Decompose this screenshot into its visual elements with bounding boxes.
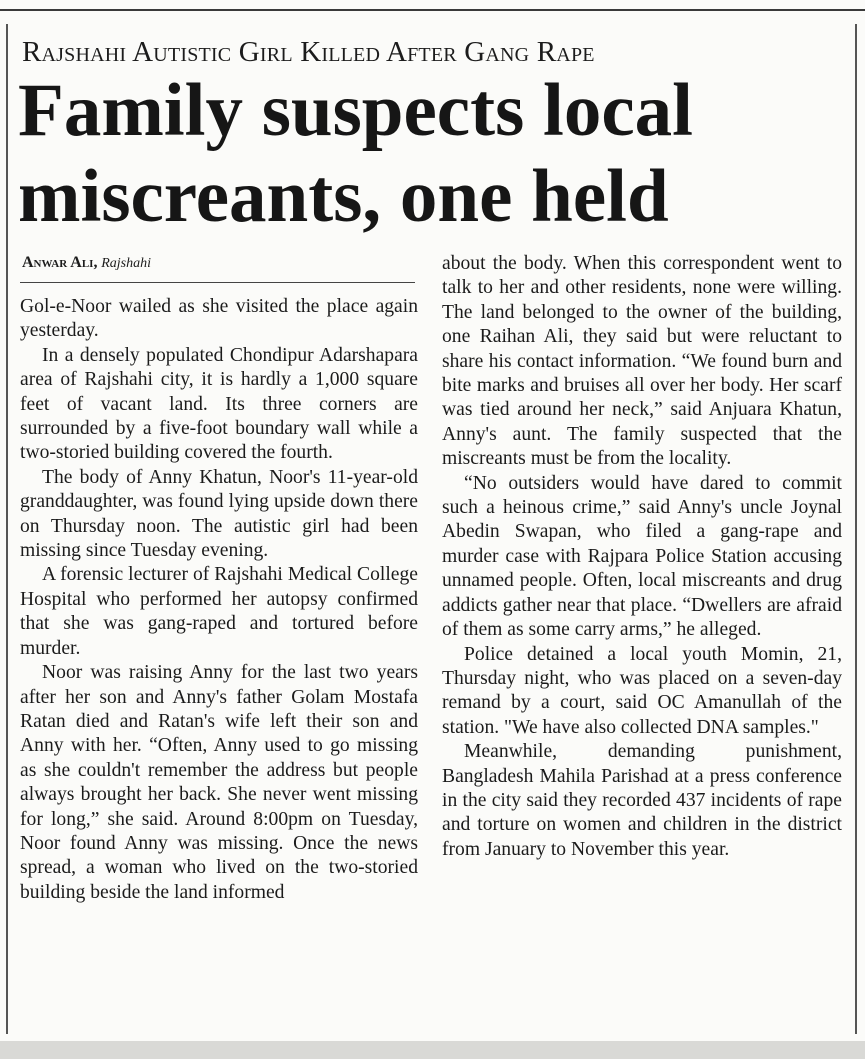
paragraph: In a densely populated Chondipur Adarshapara area of Rajshahi city, it is hardly a 1,000 square feet of vacant land. Its three corners are surrounded by a five-foot boundary wall while a two-storied building covered the fourth. xyxy=(20,344,418,464)
paragraph: The body of Anny Khatun, Noor's 11-year-old granddaughter, was found lying upside down there on Thursday noon. The autistic girl had been missing since Tuesday evening. xyxy=(20,466,418,562)
bottom-margin xyxy=(0,1041,865,1059)
paragraph: about the body. When this correspondent went to talk to her and other residents, none were willing. The land belonged to the owner of the building, one Raihan Ali, they said but were reluctant to share his contact information. “We found burn and bite marks and bruises all over her body. Her scarf was tied around her neck,” said Anjuara Khatun, Anny's aunt. The family suspected that the miscreants must be from the locality. xyxy=(442,253,842,470)
paragraph: Meanwhile, demanding punishment, Bangladesh Mahila Parishad at a press conference in the city said they recorded 437 incidents of rape and torture on women and children in the district from January to November this year. xyxy=(442,741,842,860)
article-column-2 xyxy=(442,252,842,862)
headline-line-1: Family suspects local xyxy=(18,69,693,152)
right-column-rule xyxy=(855,24,857,1034)
article-column-1 xyxy=(20,295,418,905)
paragraph: “No outsiders would have dared to commit such a heinous crime,” said Anny's uncle Joynal Abedin Swapan, who filed a gang-rape and murder case with Rajpara Police Station accusing unnamed people. Often, local miscreants and drug addicts gather near that place. “Dwellers are afraid of them as some carry arms,” he alleged. xyxy=(442,472,842,641)
kicker: Rajshahi Autistic Girl Killed After Gang Rape xyxy=(22,36,595,68)
paragraph: Noor was raising Anny for the last two years after her son and Anny's father Golam Mostafa Ratan died and Ratan's wife left their son and Anny with her. “Often, Anny used to go missing as she couldn't remember the address but people always brought her back. She never went missing for long,” she said. Around 8:00pm on Tuesday, Noor found Anny was missing. Once the news spread, a woman who lived on the two-storied building beside the land informed xyxy=(20,662,418,903)
paragraph: Gol-e-Noor wailed as she visited the place again yesterday. xyxy=(20,296,418,342)
headline-line-2: miscreants, one held xyxy=(18,155,669,238)
left-column-rule xyxy=(6,24,8,1034)
byline-author: Anwar Ali, xyxy=(22,254,98,271)
paragraph: Police detained a local youth Momin, 21, Thursday night, who was placed on a seven-day remand by a court, said OC Amanullah of the station. "We have also collected DNA samples." xyxy=(442,643,842,738)
byline xyxy=(22,254,417,272)
top-rule xyxy=(0,9,865,11)
headline xyxy=(18,68,848,240)
paragraph: A forensic lecturer of Rajshahi Medical College Hospital who performed her autopsy confirmed that she was gang-raped and tortured before murder. xyxy=(20,564,418,659)
byline-place: Rajshahi xyxy=(101,256,151,271)
byline-rule xyxy=(20,282,415,283)
